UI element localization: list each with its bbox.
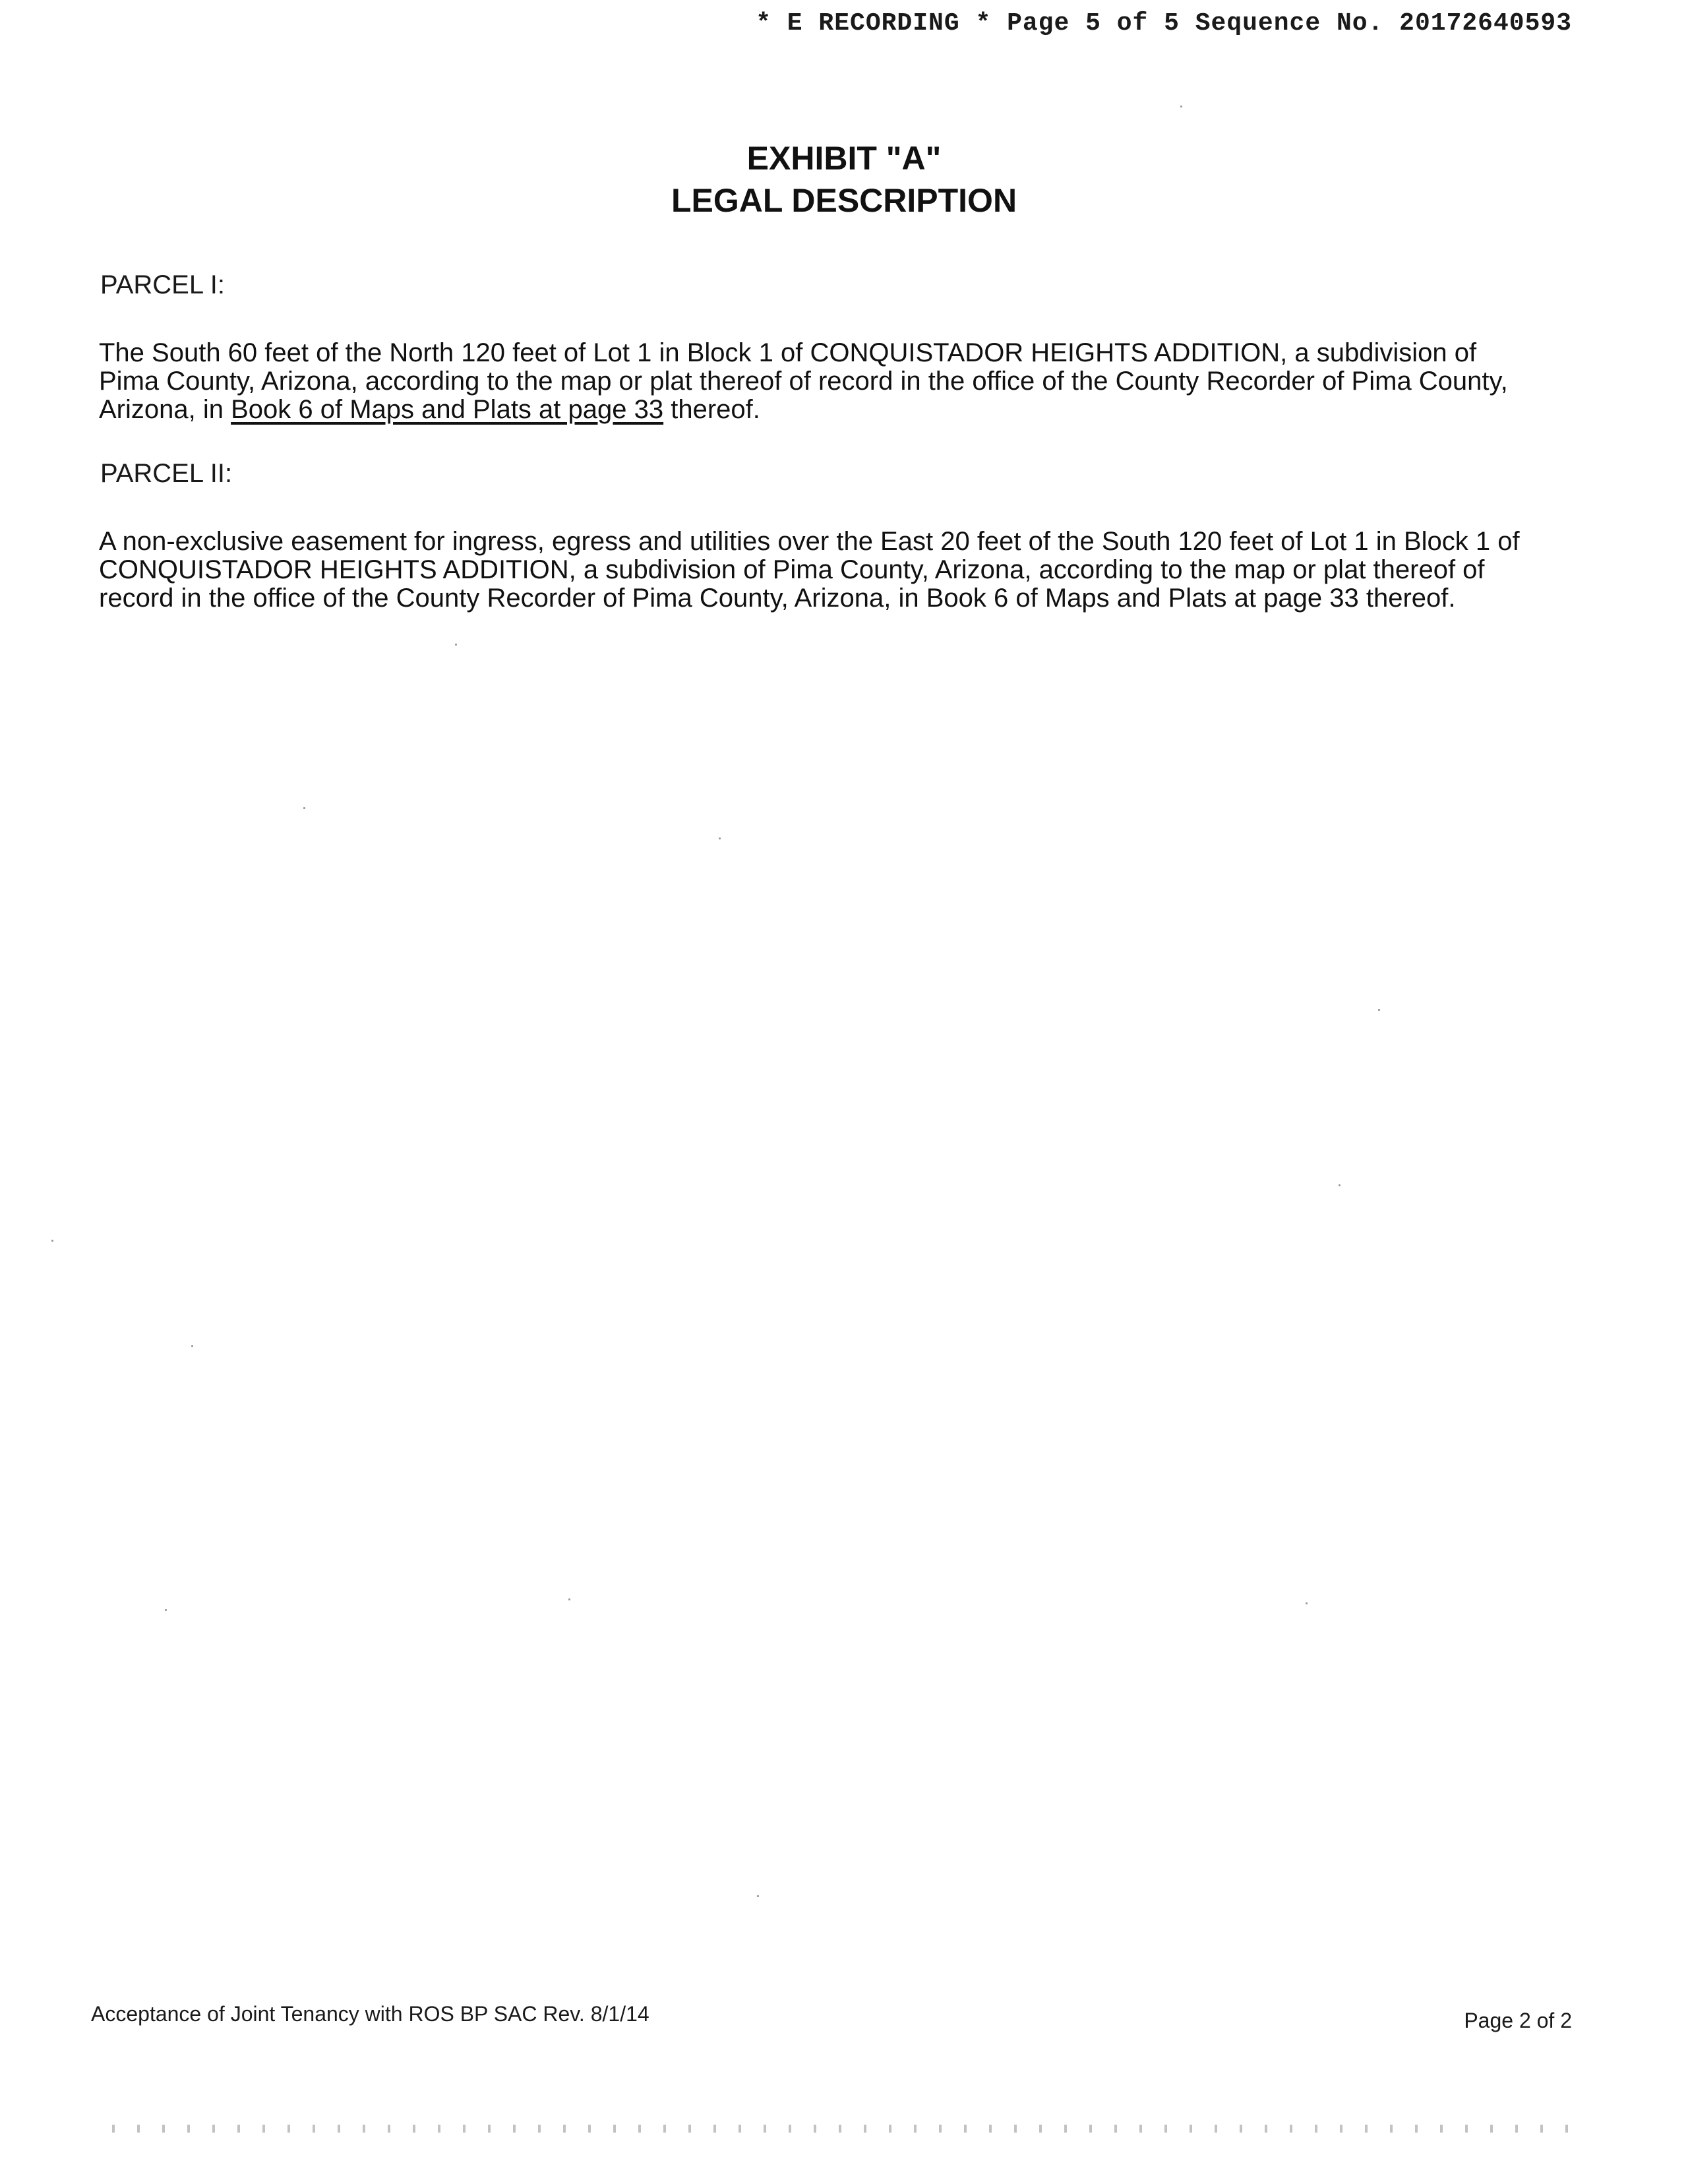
scan-speck	[303, 807, 305, 809]
scan-speck	[455, 644, 457, 646]
scan-speck	[1180, 106, 1182, 107]
page-number: Page 2 of 2	[1464, 2009, 1572, 2032]
parcel-1-line	[99, 396, 1582, 424]
scan-speck	[1306, 1602, 1308, 1604]
scan-speck	[1339, 1184, 1341, 1186]
parcel-1-line3-prefix: Arizona, in	[99, 395, 231, 424]
recording-stamp: * E RECORDING * Page 5 of 5 Sequence No. 20172640593	[756, 9, 1572, 38]
exhibit-title-line1: EXHIBIT "A"	[746, 140, 942, 177]
parcel-2-heading: PARCEL II:	[100, 459, 233, 488]
parcel-1-description	[99, 339, 1582, 424]
scan-speck	[1378, 1009, 1380, 1011]
parcel-2-line: A non-exclusive easement for ingress, egress and utilities over the East 20 feet of the South 120 feet of Lot 1 in Block 1 of	[99, 527, 1520, 556]
plat-book-reference: Book 6 of Maps and Plats at page 33	[231, 395, 664, 424]
scan-speck	[191, 1345, 193, 1347]
parcel-2-line: record in the office of the County Recorder of Pima County, Arizona, in Book 6 of Maps and Plats at page 33 thereof.	[99, 584, 1456, 613]
parcel-1-line: Pima County, Arizona, according to the map or plat thereof of record in the office of the County Recorder of Pima County,	[99, 367, 1508, 396]
parcel-1-line3-suffix: thereof.	[663, 395, 760, 424]
parcel-1-heading: PARCEL I:	[100, 270, 225, 299]
scan-speck	[165, 1609, 167, 1611]
form-revision-note: Acceptance of Joint Tenancy with ROS BP SAC Rev. 8/1/14	[91, 2002, 649, 2026]
scan-speck	[719, 837, 721, 839]
scan-noise-strip	[112, 2125, 1589, 2133]
scan-speck	[51, 1240, 53, 1242]
parcel-2-description	[99, 528, 1582, 613]
exhibit-title	[0, 137, 1688, 222]
exhibit-title-line2: LEGAL DESCRIPTION	[671, 182, 1017, 219]
parcel-2-line: CONQUISTADOR HEIGHTS ADDITION, a subdivision of Pima County, Arizona, according to the map or plat thereof of	[99, 555, 1485, 584]
scan-speck	[568, 1598, 570, 1600]
scan-speck	[757, 1895, 759, 1897]
parcel-1-line: The South 60 feet of the North 120 feet of Lot 1 in Block 1 of CONQUISTADOR HEIGHTS ADDITION, a subdivision of	[99, 338, 1477, 367]
